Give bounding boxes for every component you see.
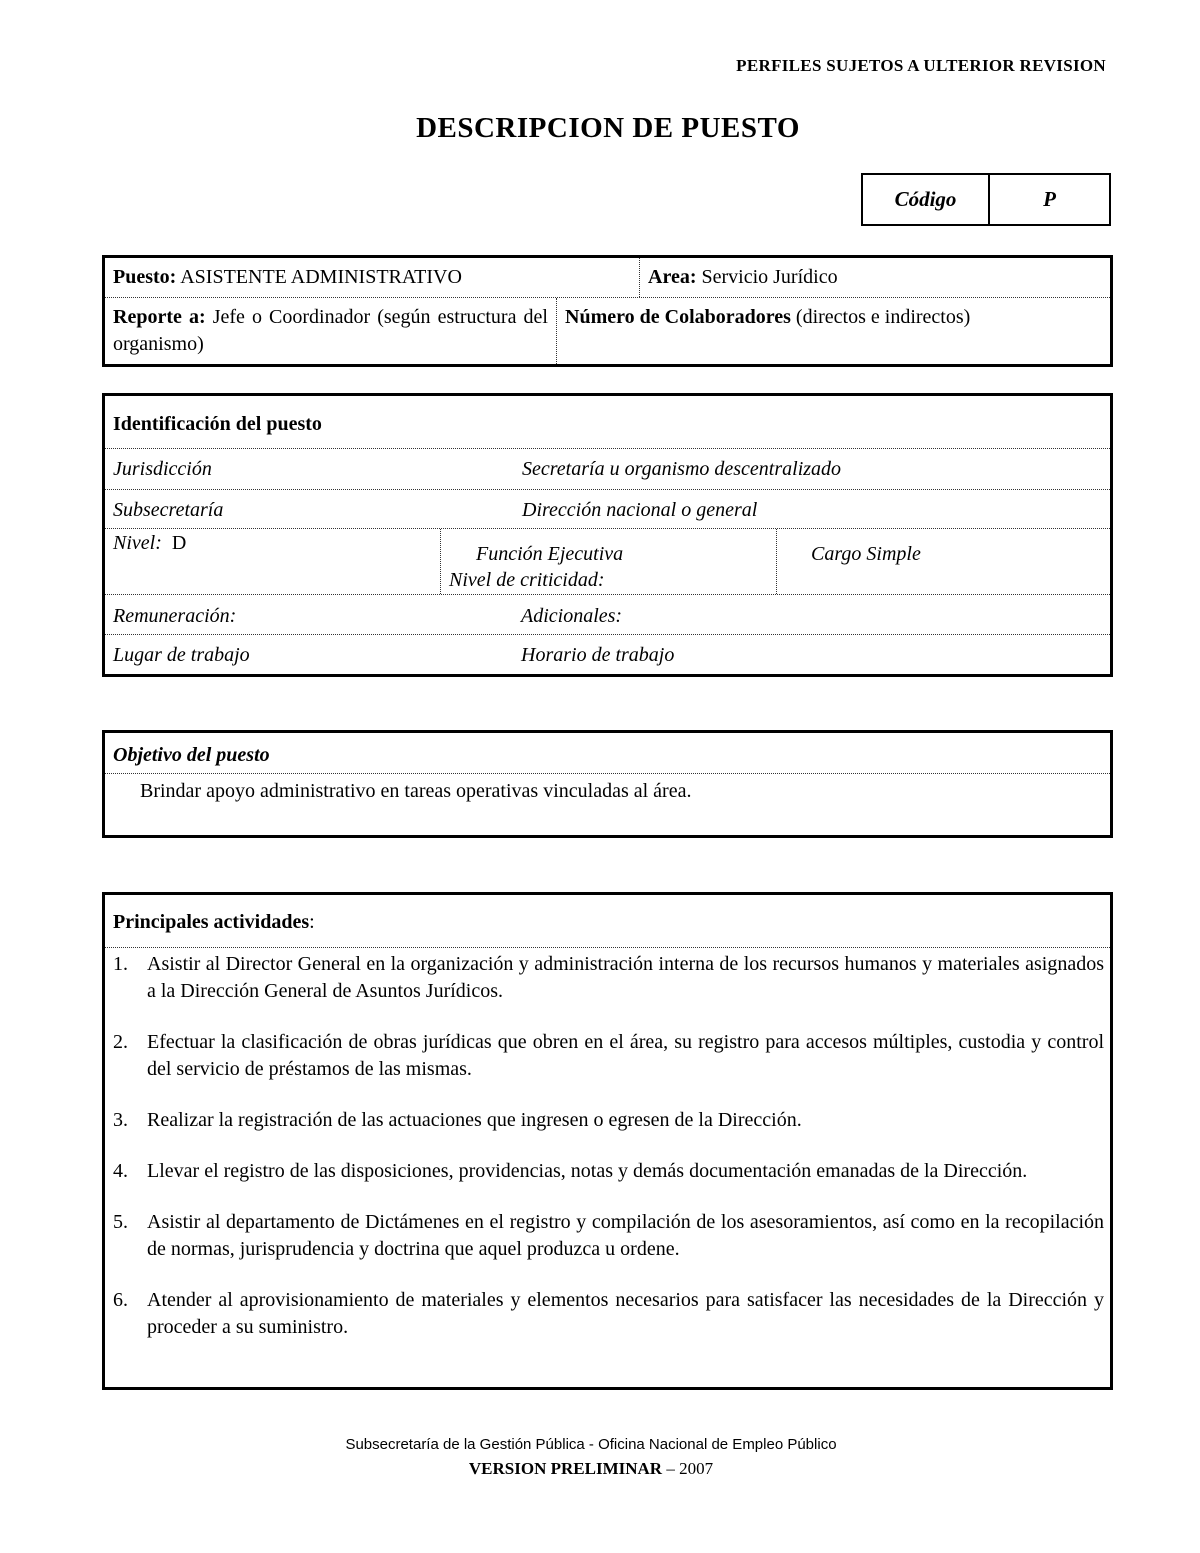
footer-year: – 2007 (662, 1459, 714, 1478)
identificacion-heading: Identificación del puesto (105, 396, 1110, 449)
list-item-number: 6. (113, 1289, 128, 1311)
nivel-criticidad: Nivel de criticidad: (449, 569, 605, 591)
nivel-label: Nivel: (113, 532, 162, 554)
list-item (113, 1107, 1104, 1134)
footer-line2 (0, 1459, 1182, 1479)
colaboradores-label: Número de Colaboradores (565, 306, 791, 328)
funcion-cell (441, 529, 777, 594)
objetivo-box (102, 730, 1113, 838)
subsecretaria-label: Subsecretaría (113, 499, 224, 521)
list-item (113, 951, 1104, 1005)
nivel-cell (105, 529, 441, 594)
objetivo-text: Brindar apoyo administrativo en tareas operativas vinculadas al área. (140, 780, 692, 802)
cargo-simple: Cargo Simple (811, 543, 921, 565)
list-item-number: 2. (113, 1031, 128, 1053)
puesto-cell (105, 258, 640, 297)
puesto-row (105, 258, 1110, 298)
reporte-cell (105, 298, 557, 364)
list-item-text: Asistir al departamento de Dictámenes en el registro y compilación de los asesoramientos, así como en la recopilación de normas, jurisprudencia y doctrina que aquel produzca u ordene. (147, 1211, 1104, 1260)
code-box (861, 173, 1111, 226)
puesto-label: Puesto: (113, 266, 177, 288)
horario-label: Horario de trabajo (521, 644, 675, 666)
list-item-number: 1. (113, 953, 128, 975)
list-item-number: 3. (113, 1109, 128, 1131)
area-cell (640, 258, 1110, 297)
nivel-value: D (171, 532, 187, 554)
secretaria-label: Secretaría u organismo descentralizado (522, 458, 842, 480)
area-label: Area: (648, 266, 697, 288)
jurisdiccion-label: Jurisdicción (113, 458, 212, 480)
list-item-number: 5. (113, 1211, 128, 1233)
reporte-value: Jefe o Coordinador (según estructura del organismo) (113, 306, 548, 355)
jurisdiccion-row (105, 449, 1110, 490)
objetivo-heading: Objetivo del puesto (105, 733, 1110, 774)
actividades-heading-suffix: : (309, 911, 315, 933)
funcion-ejecutiva: Función Ejecutiva (476, 543, 624, 565)
reporte-label: Reporte a: (113, 306, 206, 328)
actividades-box (102, 892, 1113, 1390)
remuneracion-label: Remuneración: (113, 605, 237, 627)
cargo-cell (777, 529, 1110, 594)
lugar-row (105, 635, 1110, 674)
reporte-row (105, 298, 1110, 364)
puesto-box (102, 255, 1113, 367)
adicionales-label: Adicionales: (521, 605, 623, 627)
direccion-label: Dirección nacional o general (522, 499, 758, 521)
list-item-text: Realizar la registración de las actuaciones que ingresen o egresen de la Dirección. (147, 1109, 802, 1131)
identificacion-box (102, 393, 1113, 677)
subsecretaria-row (105, 490, 1110, 529)
actividades-heading: Principales actividades (113, 911, 310, 933)
list-item-text: Llevar el registro de las disposiciones, providencias, notas y demás documentación emanadas de la Dirección. (147, 1160, 1028, 1182)
colaboradores-cell (557, 298, 1110, 364)
puesto-value: ASISTENTE ADMINISTRATIVO (176, 266, 462, 288)
lugar-label: Lugar de trabajo (113, 644, 250, 666)
nivel-row (105, 529, 1110, 595)
remuneracion-row (105, 595, 1110, 635)
list-item (113, 1158, 1104, 1185)
header-note: PERFILES SUJETOS A ULTERIOR REVISION (736, 56, 1106, 75)
footer-version: VERSION PRELIMINAR (468, 1459, 663, 1478)
list-item-text: Asistir al Director General en la organización y administración interna de los recursos humanos y materiales asignados a la Dirección General de Asuntos Jurídicos. (147, 953, 1104, 1002)
list-item (113, 1029, 1104, 1083)
list-item-number: 4. (113, 1160, 128, 1182)
list-item (113, 1287, 1104, 1341)
list-item-text: Efectuar la clasificación de obras jurídicas que obren en el área, su registro para accesos múltiples, custodia y control del servicio de préstamos de las mismas. (147, 1031, 1104, 1080)
list-item-text: Atender al aprovisionamiento de materiales y elementos necesarios para satisfacer las necesidades de la Dirección y proceder a su suministro. (147, 1289, 1104, 1338)
code-value: P (1043, 187, 1056, 211)
footer-line1: Subsecretaría de la Gestión Pública - Oficina Nacional de Empleo Público (345, 1436, 837, 1453)
area-value: Servicio Jurídico (696, 266, 838, 288)
code-label: Código (863, 175, 990, 224)
actividades-list (105, 951, 1110, 1365)
actividades-heading-row (105, 895, 1110, 948)
list-item (113, 1209, 1104, 1263)
page-title: DESCRIPCION DE PUESTO (416, 112, 800, 144)
colaboradores-value: (directos e indirectos) (790, 306, 971, 328)
